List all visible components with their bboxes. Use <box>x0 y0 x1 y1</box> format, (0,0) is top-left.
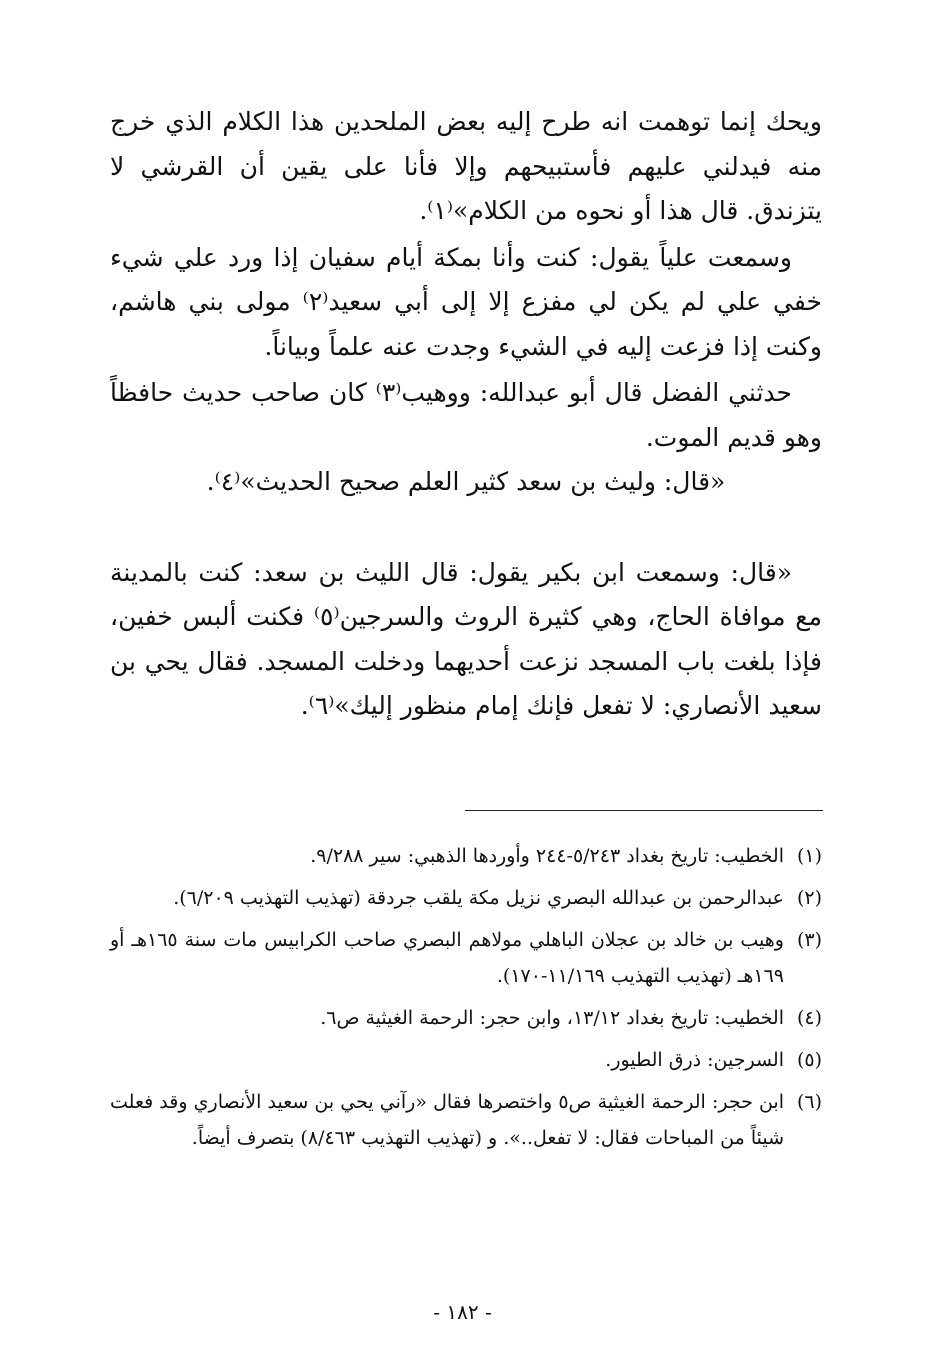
footnote-6 <box>110 1084 822 1156</box>
footnote-separator <box>465 810 823 811</box>
paragraph-2: وسمعت علياً يقول: كنت وأنا بمكة أيام سفيان إذا ورد علي شيء خفي علي لم يكن لي مفزع إلا إلى أبي سعيد⁽٢⁾ مولى بني هاشم، وكنت إذا فزعت إليه في الشيء وجدت عنه علماً وبياناً. <box>110 242 823 361</box>
footnote-number: (٤) <box>796 1007 822 1029</box>
footnote-number: (٦) <box>796 1091 822 1113</box>
page-number: - ١٨٢ - <box>433 1300 492 1324</box>
footnote-number: (٥) <box>796 1049 822 1071</box>
footnote-text: وهيب بن خالد بن عجلان الباهلي مولاهم البصري صاحب الكرابيس مات سنة ١٦٥هـ أو ١٦٩هـ (تهذيب التهذيب ١١/١٦٩-١٧٠). <box>110 929 784 987</box>
footnote-number: (١) <box>796 845 822 867</box>
paragraph-5: «قال: وسمعت ابن بكير يقول: قال الليث بن سعد: كنت بالمدينة مع موافاة الحاج، وهي كثيرة الروث والسرجين⁽٥⁾ فكنت ألبس خفين، فإذا بلغت باب المسجد نزعت أحديهما ودخلت المسجد. فقال يحي بن سعيد الأنصاري: لا تفعل فإنك إمام منظور إليك»⁽٦⁾. <box>110 557 822 720</box>
footnote-2 <box>110 880 822 916</box>
footnote-3 <box>110 922 822 994</box>
footnote-1 <box>110 838 822 874</box>
footnote-text: ابن حجر: الرحمة الغيثية ص٥ واختصرها فقال «رآني يحي بن سعيد الأنصاري وقد فعلت شيئاً من المباحات فقال: لا تفعل..». و (تهذيب التهذيب ٨/٤٦٣) بتصرف أيضاً. <box>110 1091 784 1149</box>
footnote-text: الخطيب: تاريخ بغداد ١٣/١٢، وابن حجر: الرحمة الغيثية ص٦. <box>320 1007 784 1029</box>
footnote-number: (٣) <box>796 929 822 951</box>
footnote-text: الخطيب: تاريخ بغداد ٥/٢٤٣-٢٤٤ وأوردها الذهبي: سير ٩/٢٨٨. <box>310 845 784 867</box>
main-text <box>110 100 822 729</box>
footnote-text: عبدالرحمن بن عبدالله البصري نزيل مكة يلقب جردقة (تهذيب التهذيب ٦/٢٠٩). <box>173 887 784 909</box>
paragraph-4: «قال: وليث بن سعد كثير العلم صحيح الحديث»⁽٤⁾. <box>206 467 726 496</box>
footnotes <box>110 838 822 1162</box>
paragraph-3: حدثني الفضل قال أبو عبدالله: ووهيب⁽٣⁾ كان صاحب حديث حافظاً وهو قديم الموت. <box>110 378 822 452</box>
paragraph-1: ويحك إنما توهمت انه طرح إليه بعض الملحدين هذا الكلام الذي خرج منه فيدلني عليهم فأستبيحهم وإلا فأنا على يقين أن القرشي لا يتزندق. قال هذا أو نحوه من الكلام»⁽١⁾. <box>110 107 822 225</box>
footnote-number: (٢) <box>796 887 822 909</box>
footnote-text: السرجين: ذرق الطيور. <box>605 1049 784 1071</box>
footnote-5 <box>110 1042 822 1078</box>
footnote-4 <box>110 1000 822 1036</box>
